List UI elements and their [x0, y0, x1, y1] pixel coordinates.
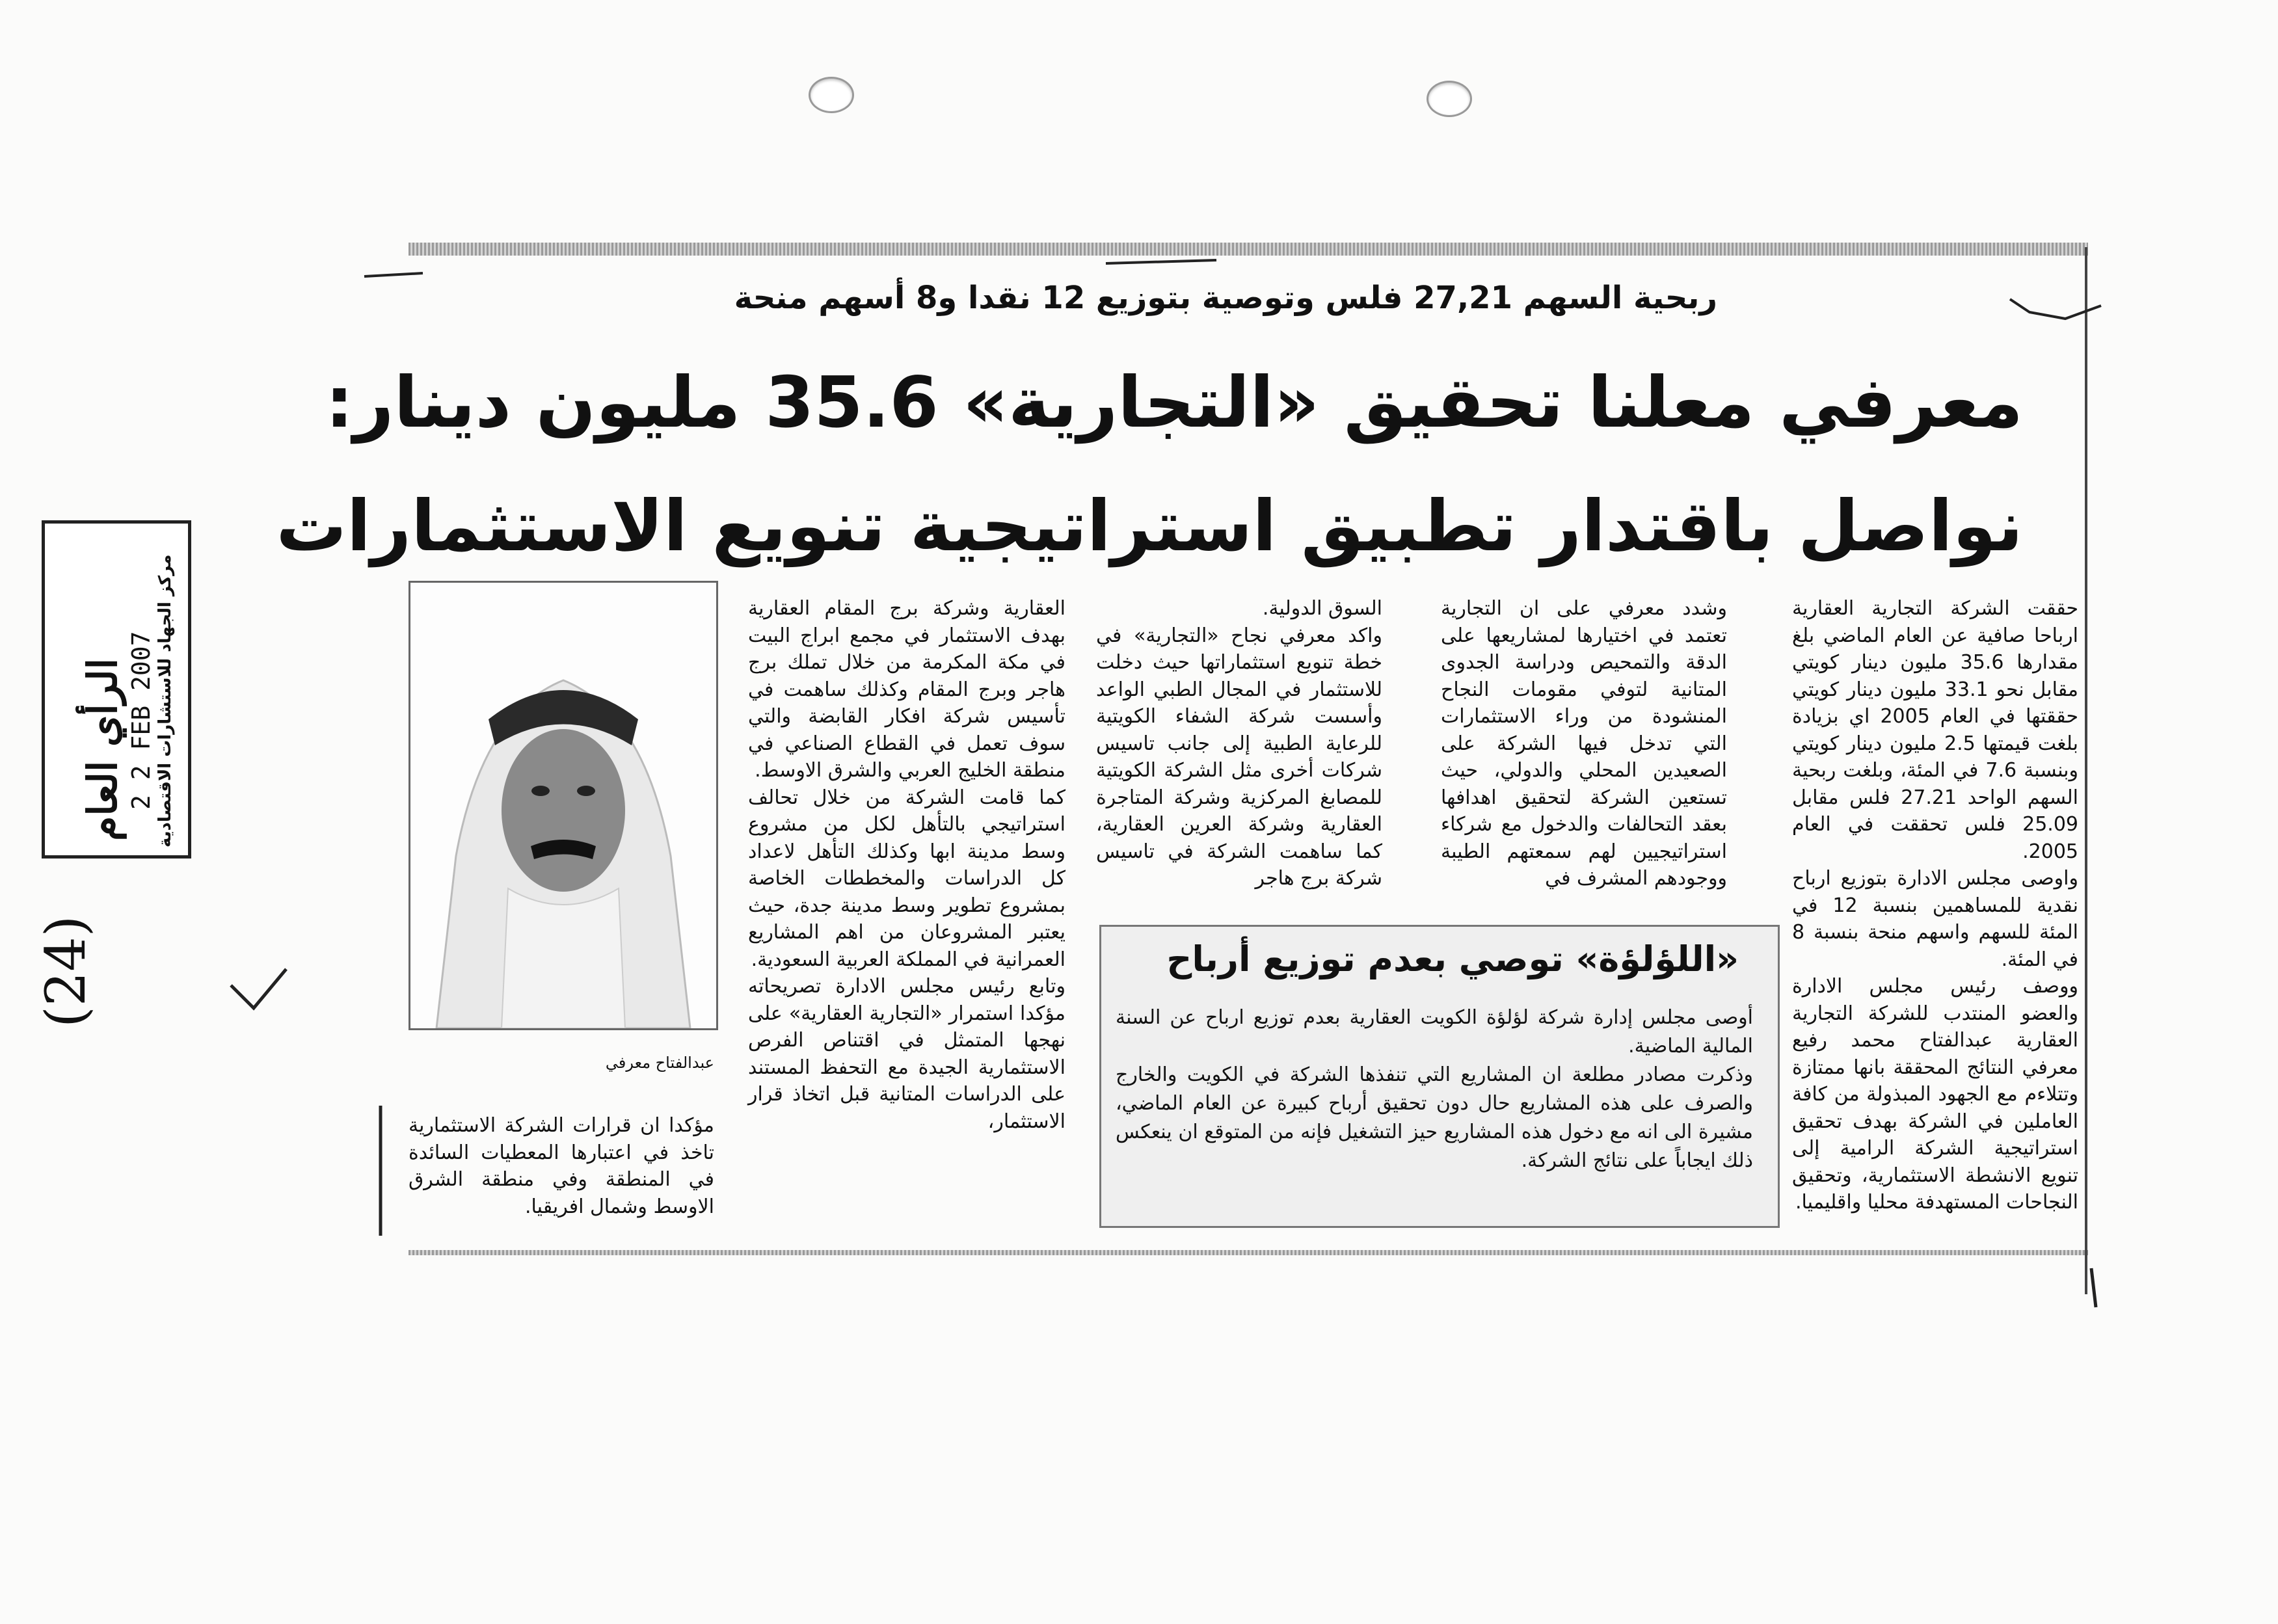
article-column-1 — [1792, 595, 2078, 1216]
sidebar-headline: «اللؤلؤة» توصي بعدم توزيع أرباح — [1166, 938, 1739, 979]
paragraph: وشدد معرفي على ان التجارية تعتمد في اختيارها لمشاريعها على الدقة والتمحيص ودراسة الجدوى المتانية لتوفي مقومات النجاح المنشودة من وراء الاستثمارات التي تدخل فيها الشركة على الصعيدين المحلي والدولي، حيث تستعين الشركة لتحقيق اهدافها بعقد التحالفات والدخول مع شركاء استراتيجيين لهم سمعتهم الطيبة ووجودهم المشرف في — [1441, 597, 1727, 890]
corner-tick — [2091, 1268, 2096, 1307]
portrait-illustration — [410, 583, 716, 1028]
paragraph: واوصى مجلس الادارة بتوزيع ارباح نقدية للمساهمين بنسبة 12 في المئة للسهم واسهم منحة بنسبة 8 في المئة. — [1792, 867, 2078, 971]
article-column-5 — [409, 1112, 714, 1220]
paragraph: وذكرت مصادر مطلعة ان المشاريع التي تنفذها الشركة في الكويت والخارج والصرف على هذه المشاريع حال دون تحقيق أرباح كبيرة عن العام الماضي، مشيرة الى انه مع دخول هذه المشاريع حيز التشغيل فإنه من المتوقع ان ينعكس ذلك ايجاباً على نتائج الشركة. — [1116, 1063, 1753, 1172]
paragraph: حققت الشركة التجارية العقارية ارباحا صافية عن العام الماضي بلغ مقدارها 35.6 مليون دينار كويتي مقابل نحو 33.1 مليون دينار كويتي حققتها في العام 2005 اي بزيادة بلغت قيمتها 2.5 مليون دينار كويتي وبنسبة 7.6 في المئة، وبلغت ربحية السهم الواحد 27.21 فلس مقابل 25.09 فلس تحققت في العام 2005. — [1792, 597, 2079, 863]
article-column-3 — [1096, 595, 1382, 892]
pen-stroke-top-left — [364, 273, 423, 276]
paragraph: السوق الدولية. — [1262, 597, 1382, 620]
portrait-photo — [409, 581, 718, 1030]
sidebar-body — [1116, 1004, 1753, 1175]
paragraph: ووصف رئيس مجلس الادارة والعضو المنتدب للشركة التجارية العقارية عبدالفتاح محمد رفيع معرفي النتائج المحققة بانها ممتازة وتتلاءم مع الجهود المبذولة من كافة العاملين في الشركة بهدف تحقيق استراتيجية الشركة الرامية إلى تنويع الانشطة الاستثمارية، وتحقيق النجاحات المستهدفة محليا واقليميا. — [1792, 975, 2078, 1214]
paragraph: مؤكدا ان قرارات الشركة الاستثمارية تاخذ في اعتبارها المعطيات السائدة في المنطقة وفي منطقة الشرق الاوسط وشمال افريقيا. — [409, 1114, 714, 1218]
paragraph: واكد معرفي نجاح «التجارية» في خطة تنويع استثماراتها حيث دخلت للاستثمار في المجال الطبي الواعد وأسست شركة الشفاء الكويتية للرعاية الطبية إلى جانب تاسيس شركات أخرى مثل الشركة الكويتية للمصابغ المركزية وشركة المتاجرة العقارية وشركة العرين العقارية، كما ساهمت الشركة في تاسيس شركة برج هاجر — [1096, 624, 1382, 890]
paragraph: العقارية وشركة برج المقام العقارية بهدف الاستثمار في مجمع ابراج البيت في مكة المكرمة من خلال تملك برج هاجر وبرج المقام وكذلك ساهمت في تأسيس شركة افكار القابضة والتي سوف تعمل في القطاع الصناعي في منطقة الخليج العربي والشرق الاوسط. — [748, 597, 1065, 782]
sidebar-box — [1099, 925, 1780, 1228]
headline-line-1: معرفي معلنا تحقيق «التجارية» 35.6 مليون دينار: — [325, 362, 2023, 444]
kicker-subheadline: ربحية السهم 27,21 فلس وتوصية بتوزيع 12 نقدا و8 أسهم منحة — [734, 280, 1717, 316]
paragraph: أوصى مجلس إدارة شركة لؤلؤة الكويت العقارية بعدم توزيع ارباح عن السنة المالية الماضية. — [1116, 1006, 1753, 1058]
archive-stamp — [42, 520, 191, 859]
headline-line-2: نواصل باقتدار تطبيق استراتيجية تنويع الاستثمارات — [276, 486, 2023, 567]
check-mark — [231, 969, 286, 1008]
pen-stroke-top-right — [2010, 299, 2101, 319]
newspaper-logo: الرأي العام — [79, 658, 126, 841]
stamp-date: 2 2 FEB 2007 — [127, 631, 155, 810]
paragraph: وتابع رئيس مجلس الادارة تصريحاته مؤكدا استمرار «التجارية العقارية» على نهجها المتمثل في اقتناص الفرص الاستثمارية الجيدة مع التحفظ المستند على الدراسات المتانية قبل اتخاذ قرار الاستثمار، — [748, 975, 1065, 1133]
stamp-center-name: مركز الجهاد للاستشارات الاقتصادية — [155, 554, 175, 847]
paragraph: كما قامت الشركة من خلال تحالف استراتيجي بالتأهل لكل من مشروع وسط مدينة ابها وكذلك التأهل لاعداد كل الدراسات والمخططات الخاصة بمشروع تطوير وسط مدينة جدة، حيث يعتبر المشروعان من اهم المشاريع العمرانية في المملكة العربية السعودية. — [748, 786, 1065, 971]
article-column-4 — [748, 595, 1065, 1135]
article-column-2 — [1441, 595, 1727, 892]
pen-stroke-kicker — [1106, 260, 1216, 263]
page-number: (24) — [34, 915, 98, 1028]
photo-caption: عبدالفتاح معرفي — [605, 1054, 714, 1072]
